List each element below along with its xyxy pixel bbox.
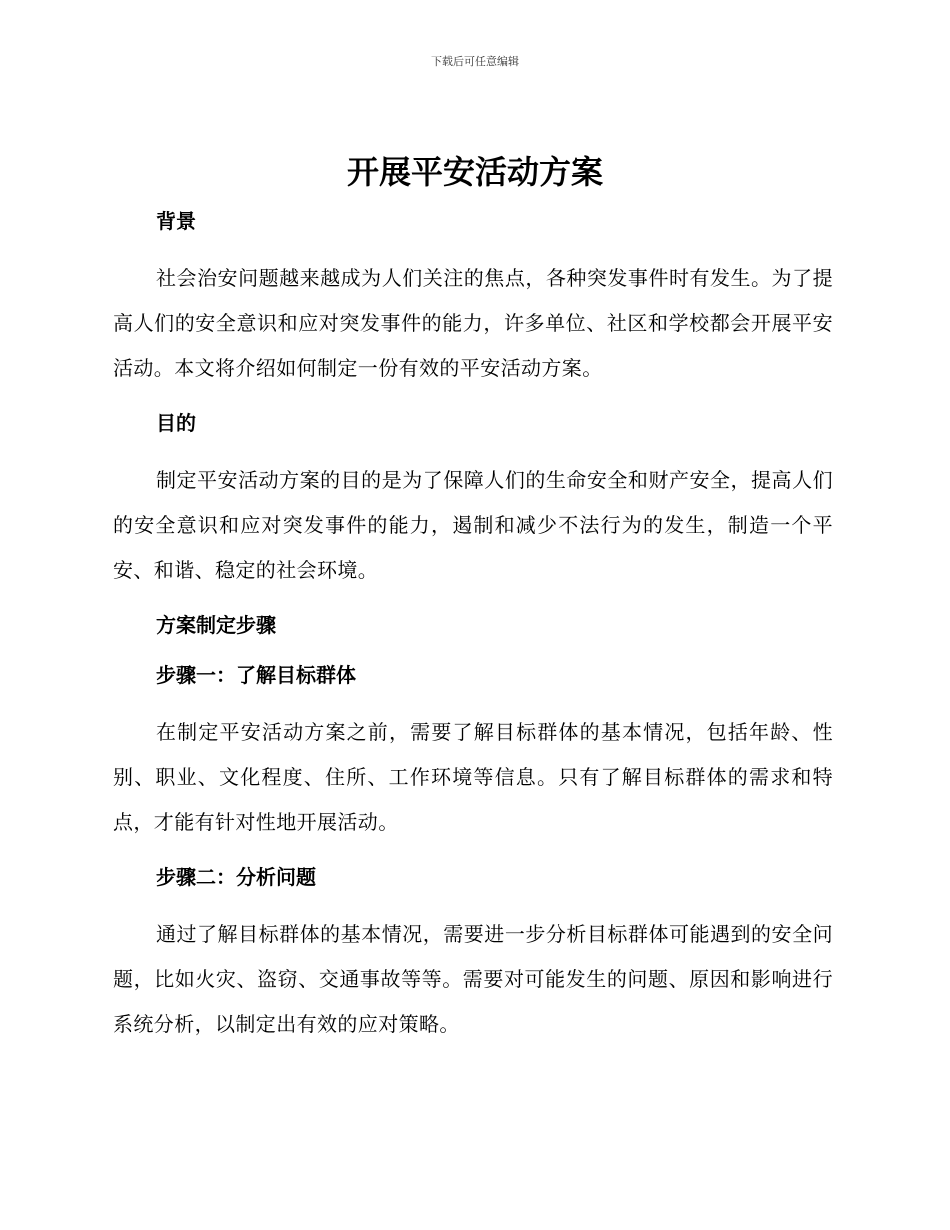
document-title: 开展平安活动方案	[346, 153, 603, 191]
page-header-note: 下载后可任意编辑	[431, 55, 519, 68]
paragraph-background: 社会治安问题越来越成为人们关注的焦点，各种突发事件时有发生。为了提高人们的安全意识和应对突发事件的能力，许多单位、社区和学校都会开展平安活动。本文将介绍如何制定一份有效的平安活动方案。	[113, 266, 833, 380]
paragraph-step-2: 通过了解目标群体的基本情况，需要进一步分析目标群体可能遇到的安全问题，比如火灾、盗窃、交通事故等等。需要对可能发生的问题、原因和影响进行系统分析，以制定出有效的应对策略。	[113, 922, 833, 1036]
section-heading-steps: 方案制定步骤	[156, 613, 276, 637]
document-body	[113, 200, 833, 1064]
section-heading-purpose: 目的	[156, 411, 196, 435]
paragraph-step-1: 在制定平安活动方案之前，需要了解目标群体的基本情况，包括年龄、性别、职业、文化程度、住所、工作环境等信息。只有了解目标群体的需求和特点，才能有针对性地开展活动。	[113, 720, 833, 834]
section-heading-background: 背景	[156, 209, 196, 233]
step-heading-1: 步骤一：了解目标群体	[156, 663, 356, 687]
paragraph-purpose: 制定平安活动方案的目的是为了保障人们的生命安全和财产安全，提高人们的安全意识和应对突发事件的能力，遏制和减少不法行为的发生，制造一个平安、和谐、稳定的社会环境。	[113, 468, 833, 582]
step-heading-2: 步骤二：分析问题	[156, 865, 316, 889]
